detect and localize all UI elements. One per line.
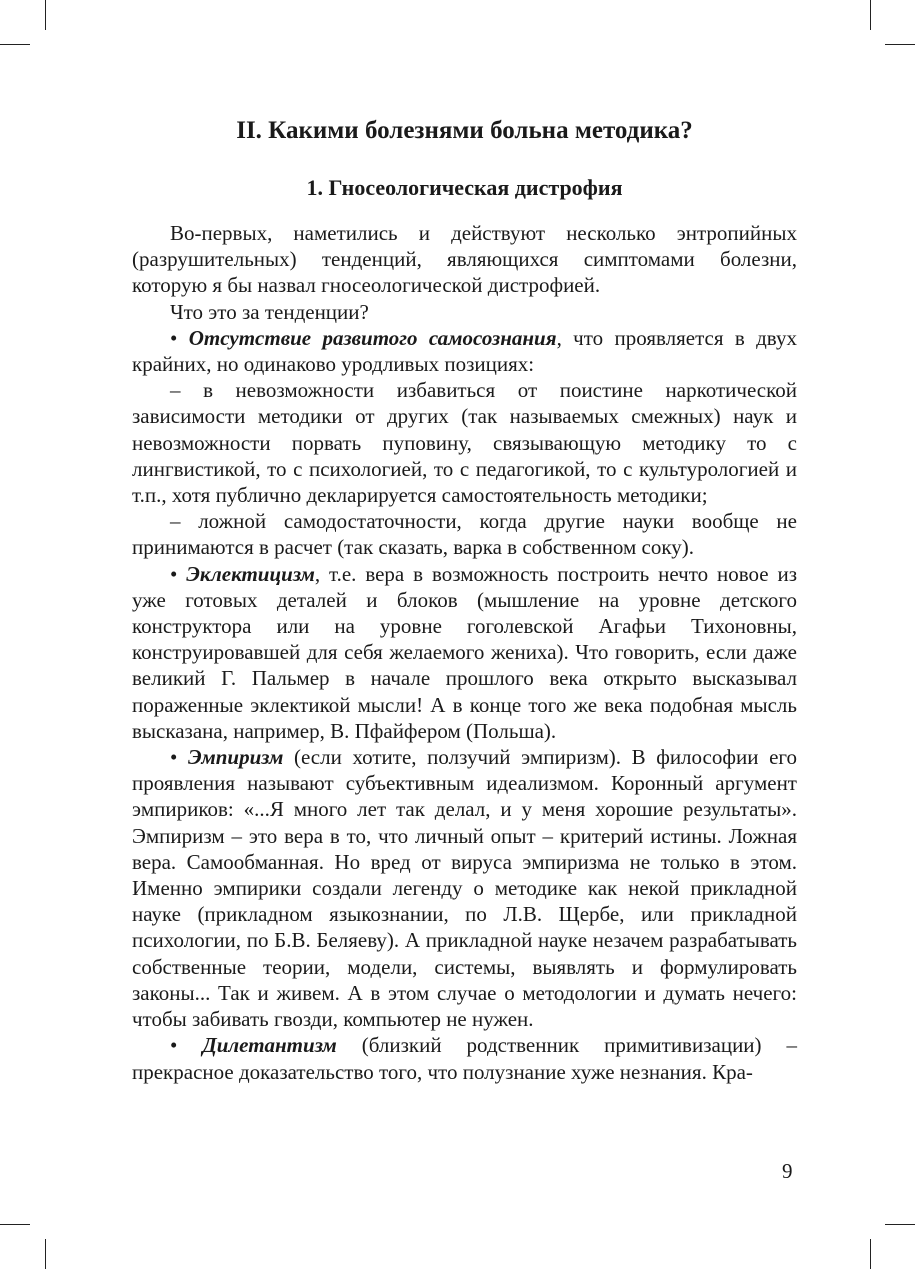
crop-mark-top-left-v: [45, 0, 46, 30]
section-title: 1. Гносеологическая дистрофия: [306, 175, 623, 200]
paragraph-intro: Во-первых, наметились и действуют несколько энтропийных (разрушительных) тенденций, являющихся симптомами болезни, которую я бы назвал гносеологической дистрофией.: [132, 221, 797, 298]
term-empiricism: Эмпиризм: [187, 745, 284, 770]
paragraph-self-awareness: [132, 325, 797, 377]
crop-mark-bottom-right-h: [885, 1224, 915, 1225]
term-dilettantism: Дилетантизм: [202, 1033, 337, 1058]
paragraph-self-sufficiency: – ложной самодостаточности, когда другие науки вообще не принимаются в расчет (так сказать, варка в собственном соку).: [132, 509, 797, 560]
page-number: 9: [782, 1159, 793, 1183]
paragraph-question: Что это за тенденции?: [170, 299, 369, 324]
crop-mark-bottom-left-v: [45, 1239, 46, 1269]
paragraph-self-awareness-text: , что проявляется в двух крайних, но одинаково уродливых позициях:: [132, 325, 797, 377]
crop-mark-bottom-right-v: [870, 1239, 871, 1269]
paragraph-eclecticism-text: , т.е. вера в возможность построить нечто новое из уже готовых деталей и блоков (мышление на уровне детского конструктора или на уровне гоголевской Агафьи Тихоновны, конструировавшей для себя желаемого жениха). Что говорить, если даже великий Г. Пальмер в начале прошлого века открыто высказывал пораженные эклектикой мысли! А в конце того же века подобная мысль высказана, например, В. Пфайфером (Польша).: [132, 561, 798, 743]
paragraph-dilettantism: [132, 1032, 797, 1084]
paragraph-empiricism: [132, 744, 797, 1032]
crop-mark-top-right-v: [870, 0, 871, 30]
crop-mark-top-left-h: [0, 44, 30, 45]
bullet: •: [170, 561, 178, 586]
chapter-title: II. Какими болезнями больна методика?: [236, 117, 693, 144]
crop-mark-bottom-left-h: [0, 1224, 30, 1225]
bullet: •: [170, 1033, 178, 1058]
bullet: •: [170, 325, 178, 350]
term-eclecticism: Эклектицизм: [186, 561, 315, 586]
paragraph-empiricism-text: (если хотите, ползучий эмпиризм). В философии его проявления называют субъективным идеализмом. Коронный аргумент эмпириков: «...Я много лет так делал, и у меня хорошие результаты». Эмпиризм – это вера в то, что личный опыт – критерий истины. Ложная вера. Самообманная. Но вред от вируса эмпиризма не только в этом. Именно эмпирики создали легенду о методике как некой прикладной науке (прикладном языкознании, по Л.В. Щербе, или прикладной психологии, по Б.В. Беляеву). А прикладной науке незачем разрабатывать собственные теории, модели, системы, выявлять и формулировать законы... Так и живем. А в этом случае о методологии и думать нечего: чтобы забивать гвозди, компьютер не нужен.: [132, 745, 797, 1032]
paragraph-dependence: – в невозможности избавиться от поистине наркотической зависимости методики от других (так называемых смежных) наук и невозможности порвать пуповину, связывающую методику то с лингвистикой, то с психологией, то с педагогикой, то с культурологией и т.п., хотя публично декларируется самостоятельность методики;: [132, 378, 797, 508]
paragraph-dilettantism-text: (близкий родственник примитивизации) – прекрасное доказательство того, что полузнание хуже незнания. Кра-: [132, 1033, 798, 1084]
paragraph-eclecticism: [132, 561, 797, 744]
crop-mark-top-right-h: [885, 44, 915, 45]
body-text: [132, 220, 797, 1085]
bullet: •: [170, 745, 178, 770]
term-self-awareness: Отсутствие развитого самосознания: [188, 325, 557, 350]
